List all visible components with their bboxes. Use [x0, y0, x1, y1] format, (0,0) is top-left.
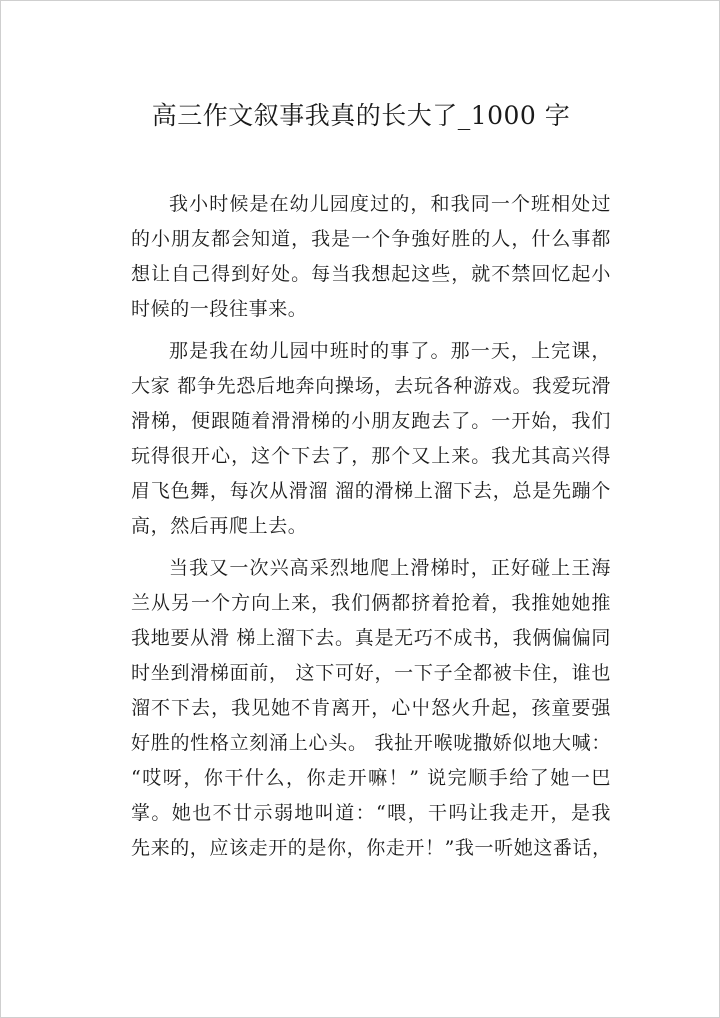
paragraph-2-line-6: 高，然后再爬上去。: [131, 515, 308, 537]
paragraph-3-line-9: 先来的，应该走开的是你，你走开！”我一听她这番话，: [131, 837, 612, 859]
paragraph-1-line-4: 时候的一段往事来。: [131, 298, 308, 320]
paragraph-3-line-8: 掌。她也不廿示弱地叫道：“喂，干吗让我走开，是我: [131, 802, 611, 824]
paragraph-2-line-2: 大家 都争先恐后地奔向操场，去玩各种游戏。我爱玩滑: [131, 375, 611, 397]
paragraph-3-line-5: 溜不下去，我见她不肯离开，心屮怒火升起，孩童要强: [131, 697, 611, 719]
paragraph-3-line-6: 好胜的性格立刻涌上心头。 我扯开喉咙撒娇似地大喊：: [131, 732, 611, 754]
paragraph-3-line-7: “哎呀，你干什么，你走开嘛！” 说完顺手给了她一巴: [131, 767, 611, 789]
paragraph-3-line-4: 时坐到滑梯面前， 这下可好，一下子全都被卡住，谁也: [131, 662, 611, 684]
paragraph-2-line-3: 滑梯，便跟随着滑滑梯的小朋友跑去了。一开始，我们: [131, 410, 611, 432]
paragraph-1-line-1: 我小时候是在幼儿园度过的，和我同一个班相处过: [169, 193, 611, 215]
paragraph-2-line-1: 那是我在幼儿园中班时的事了。那一天，上完课，: [169, 340, 611, 362]
document-title: 高三作文叙事我真的长大了_1000 字: [151, 101, 571, 130]
paragraph-1-line-2: 的小朋友都会知道，我是一个争強好胜的人，什么事都: [131, 228, 611, 250]
paragraph-2-line-4: 玩得很开心，这个下去了，那个又上来。我尤其高兴得: [131, 445, 611, 467]
document-body: [131, 187, 611, 866]
paragraph-1-line-3: 想让自己得到好处。每当我想起这些，就不禁回忆起小: [131, 263, 611, 285]
paragraph-3-line-3: 我地要从滑 梯上溜下去。真是无巧不成书，我俩偏偏同: [131, 627, 611, 649]
paragraph-2-line-5: 眉飞色舞，每次从滑溜 溜的滑梯上溜下去，总是先蹦个: [131, 480, 611, 502]
paragraph-3-line-1: 当我又一次兴高采烈地爬上滑梯时，正好碰上王海: [169, 557, 611, 579]
paragraph-3-line-2: 兰从另一个方向上来，我们俩都挤着抢着，我推她她推: [131, 592, 611, 614]
